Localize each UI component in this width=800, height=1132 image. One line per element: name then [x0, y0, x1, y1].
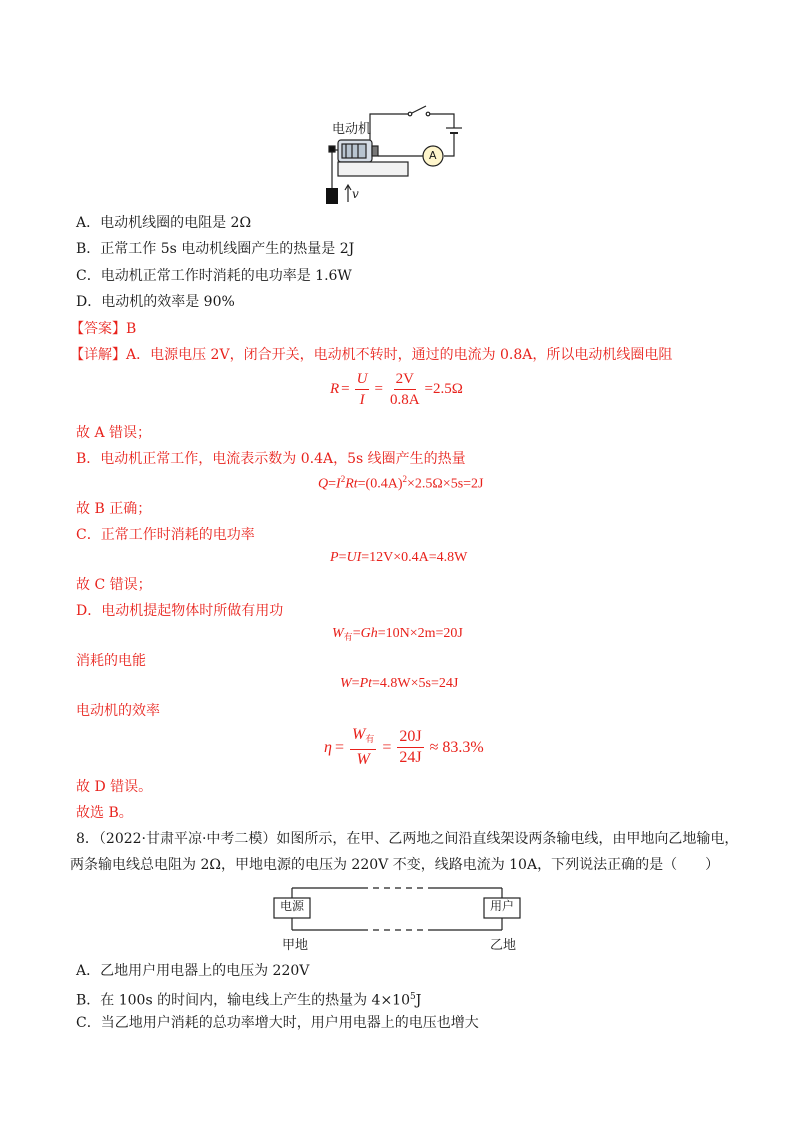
- b-right: 故 B 正确；: [76, 501, 152, 517]
- q8-option-b: B．在 100s 的时间内，输电线上产生的热量为 $4\times 10^5J$: [76, 992, 422, 1009]
- user-box-label: 用户: [490, 899, 515, 913]
- conclusion: 故选 B。: [76, 805, 133, 821]
- detail-intro: A．电源电压 2V，闭合开关，电动机不转时，通过的电流为 0.8A，所以电动机线圈电阻: [126, 347, 673, 363]
- equation-electric-energy: W=Pt=4.8W×5s=24J: [340, 676, 459, 691]
- option-a: A．电动机线圈的电阻是 2Ω: [76, 215, 252, 231]
- d-wrong: 故 D 错误。: [76, 779, 153, 795]
- equation-useful-work: $W_有=Gh=10N\times 2m=20J$: [332, 626, 463, 642]
- d-intro: D．电动机提起物体时所做有用功: [76, 603, 284, 619]
- question8-line2: 两条输电线总电阻为 2Ω，甲地电源的电压为 220V 不变，线路电流为 10A，下列说法正确的是（ ）: [70, 857, 720, 873]
- motor-label: 电动机: [332, 122, 372, 137]
- location-b-label: 乙地: [490, 938, 517, 953]
- answer-label: 【答案】: [70, 321, 126, 337]
- answer-line: [70, 320, 136, 338]
- efficiency-label: 电动机的效率: [76, 703, 160, 719]
- option-b: B．正常工作 5s 电动机线圈产生的热量是 2J: [76, 241, 355, 257]
- b-intro: B．电动机正常工作，电流表示数为 0.4A，5s 线圈产生的热量: [76, 451, 466, 467]
- equation-heat: $Q=I^2Rt=(0.4A)^2\times 2.5\Omega\times 5s=2J$: [318, 474, 484, 492]
- velocity-symbol: v: [352, 187, 359, 201]
- question8-line1: 8．（2022·甘肃平凉·中考二模）如图所示，在甲、乙两地之间沿直线架设两条输电线，由甲地向乙地输电，: [76, 831, 739, 847]
- energy-label: 消耗的电能: [76, 653, 146, 669]
- equation-resistance: R = $\frac{U}{I}$ = $\frac{2V}{0.8A}$ =2.5Ω: [330, 371, 463, 408]
- q8-option-a: A．乙地用户用电器上的电压为 220V: [76, 963, 310, 979]
- c-intro: C．正常工作时消耗的电功率: [76, 527, 255, 543]
- q8-option-c: C．当乙地用户消耗的总功率增大时，用户用电器上的电压也增大: [76, 1015, 479, 1031]
- location-a-label: 甲地: [282, 938, 309, 953]
- answer-value: B: [126, 321, 137, 337]
- option-d: D．电动机的效率是 90%: [76, 294, 235, 310]
- equation-power: P=UI=12V×0.4A=4.8W: [330, 550, 468, 565]
- weight-block: [326, 188, 338, 204]
- detail-label: 【详解】: [70, 347, 126, 363]
- c-wrong: 故 C 错误；: [76, 577, 152, 593]
- source-box-label: 电源: [280, 899, 305, 913]
- option-c: C．电动机正常工作时消耗的电功率是 1.6W: [76, 268, 352, 284]
- motor-circuit-figure: [322, 90, 482, 210]
- a-wrong: 故 A 错误；: [76, 425, 152, 441]
- equation-efficiency: η = $\frac{\text{W有}}{W}$ = $\frac{20J}{24J}$ ≈ 83.3%: [324, 726, 484, 768]
- detail-intro-line: [70, 346, 672, 364]
- motor-circuit-diagram: [322, 90, 482, 210]
- ammeter-symbol: A: [429, 149, 437, 162]
